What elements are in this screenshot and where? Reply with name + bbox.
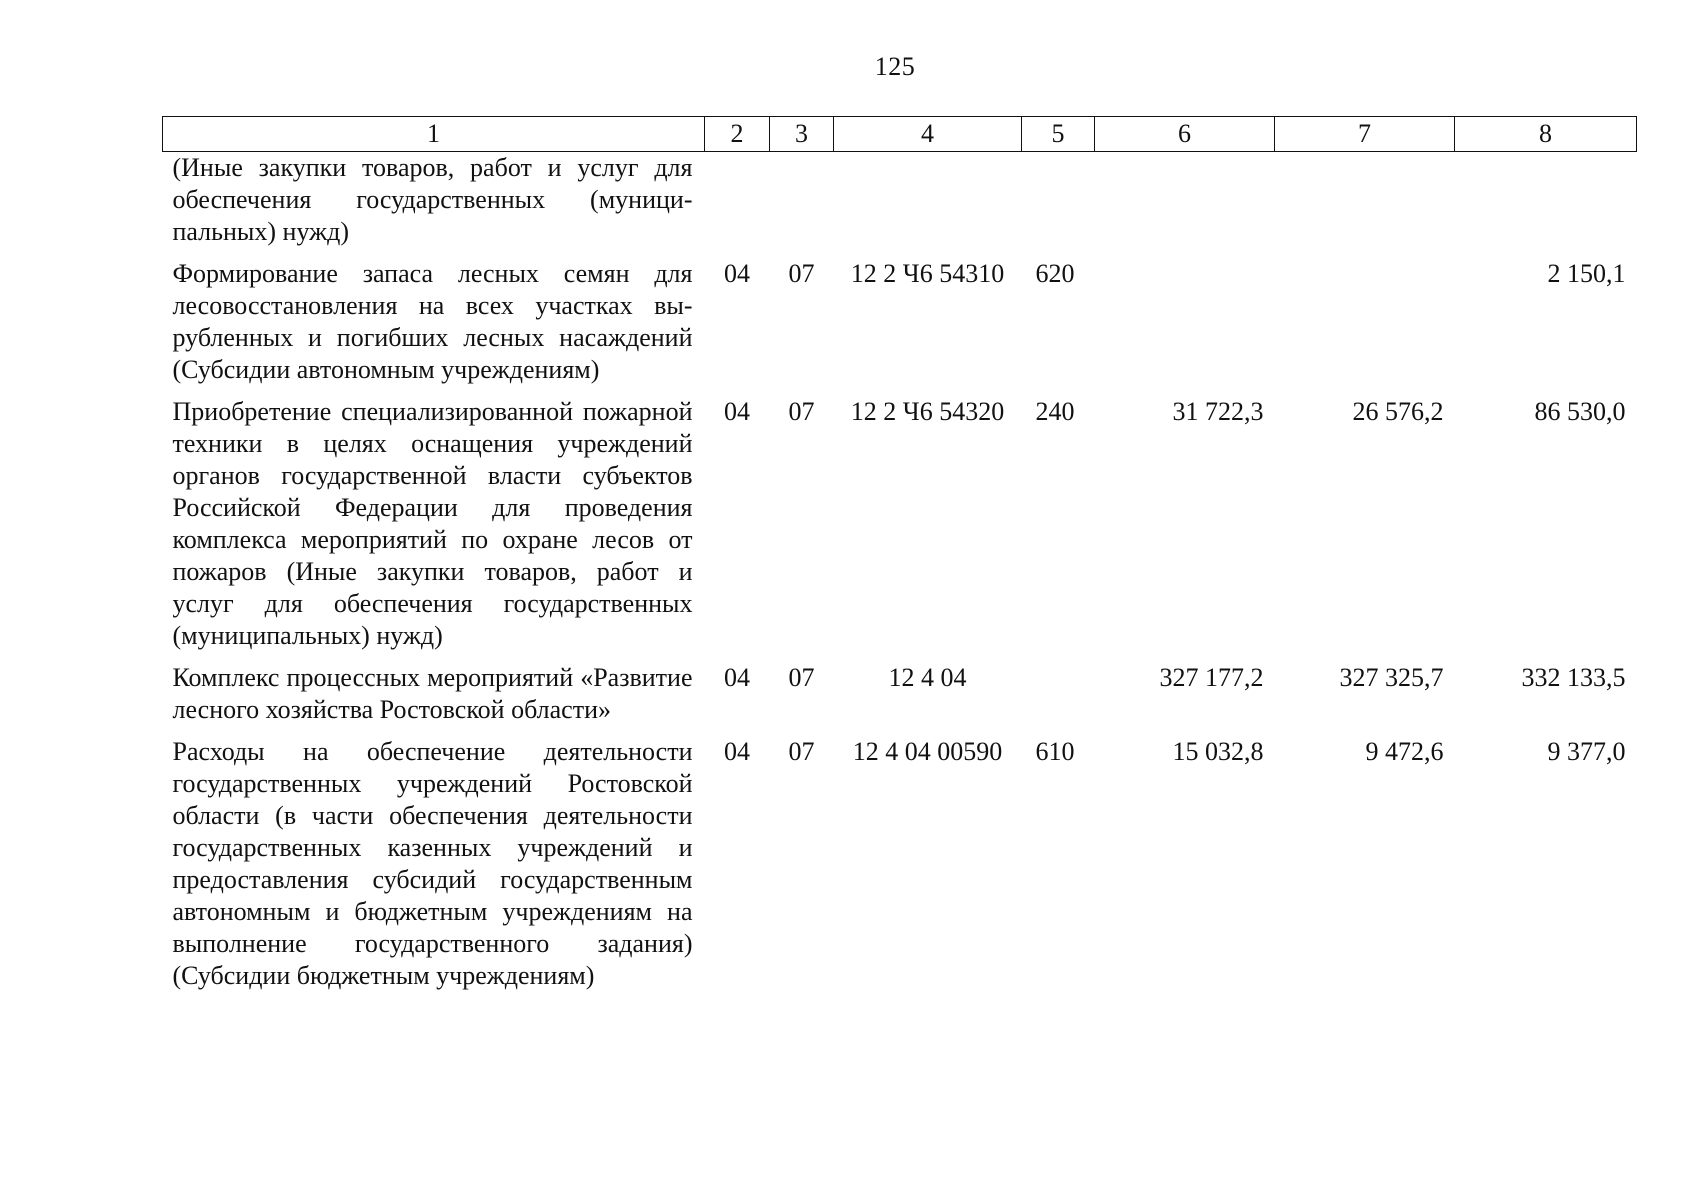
amount-year3-cell: 9 377,0 <box>1547 737 1626 766</box>
subsection-code-cell: 07 <box>788 663 815 692</box>
section-code-cell: 04 <box>724 259 750 288</box>
row-name-cell: (Иные закупки товаров, работ и услуг для обеспечения государственных (муниципальных) нужд) <box>172 153 693 246</box>
column-header-2: 2 <box>705 117 770 152</box>
column-header-3: 3 <box>770 117 834 152</box>
column-header-5: 5 <box>1022 117 1095 152</box>
amount-year1-cell: 15 032,8 <box>1172 737 1264 766</box>
subsection-code-cell <box>770 152 834 259</box>
target-article-cell: 12 4 04 00590 <box>852 737 1003 766</box>
page-number: 125 <box>874 52 916 81</box>
column-header-1: 1 <box>163 117 705 152</box>
expense-type-cell <box>1022 662 1095 736</box>
amount-year3-cell: 332 133,5 <box>1521 663 1626 692</box>
expense-type-cell <box>1022 152 1095 259</box>
amount-year1-cell <box>1095 258 1275 396</box>
amount-year2-cell <box>1275 152 1455 259</box>
amount-year2-cell: 26 576,2 <box>1352 397 1444 426</box>
column-header-8: 8 <box>1455 117 1637 152</box>
amount-year1-cell: 327 177,2 <box>1159 663 1264 692</box>
column-header-7: 7 <box>1275 117 1455 152</box>
amount-year3-cell <box>1455 152 1637 259</box>
amount-year2-cell <box>1275 258 1455 396</box>
subsection-code-cell: 07 <box>788 259 815 288</box>
amount-year2-cell: 327 325,7 <box>1339 663 1444 692</box>
expense-type-cell: 240 <box>1035 397 1075 426</box>
table-row <box>163 396 1637 662</box>
table-row <box>163 736 1637 1002</box>
row-name-cell: Приобретение специализированной пожарной техники в целях оснащения учреждений органов государственной власти субъектов Российской Федерации для проведения комплекса мероприятий по охране лесов от пожаров (Иные закупки товаров, работ и услуг для обеспечения государственных (муниципальных) нужд) <box>172 397 693 650</box>
budget-table <box>162 116 1637 1002</box>
amount-year3-cell: 2 150,1 <box>1547 259 1626 288</box>
table-row <box>163 258 1637 396</box>
target-article-cell: 12 2 Ч6 54310 <box>850 259 1005 288</box>
target-article-cell <box>834 152 1022 259</box>
section-code-cell: 04 <box>724 663 750 692</box>
section-code-cell: 04 <box>724 737 750 766</box>
amount-year1-cell: 31 722,3 <box>1172 397 1264 426</box>
section-code-cell: 04 <box>724 397 750 426</box>
table-header-row <box>163 117 1637 152</box>
row-name-cell: Расходы на обеспечение деятельности государственных учреждений Ростовской области (в части обеспечения деятельности государственных казенных учреждений и предоставления субсидий государственным автономным и бюджетным учреждениям на выполнение государственного задания) (Субсидии бюджетным учреждениям) <box>172 737 693 990</box>
row-name-cell: Формирование запаса лесных семян для лесовосстановления на всех участках вырубленных и погибших лесных насаждений (Субсидии автономным учреждениям) <box>172 259 693 384</box>
target-article-cell: 12 4 04 <box>888 663 967 692</box>
subsection-code-cell: 07 <box>788 737 815 766</box>
section-code-cell <box>705 152 770 259</box>
amount-year1-cell <box>1095 152 1275 259</box>
amount-year2-cell: 9 472,6 <box>1365 737 1444 766</box>
expense-type-cell: 620 <box>1035 259 1075 288</box>
expense-type-cell: 610 <box>1035 737 1075 766</box>
subsection-code-cell: 07 <box>788 397 815 426</box>
amount-year3-cell: 86 530,0 <box>1534 397 1626 426</box>
row-name-cell: Комплекс процессных мероприятий «Развитие лесного хозяйства Ростовской области» <box>172 663 693 724</box>
table-row <box>163 152 1637 259</box>
column-header-6: 6 <box>1095 117 1275 152</box>
target-article-cell: 12 2 Ч6 54320 <box>850 397 1005 426</box>
column-header-4: 4 <box>834 117 1022 152</box>
table-row <box>163 662 1637 736</box>
